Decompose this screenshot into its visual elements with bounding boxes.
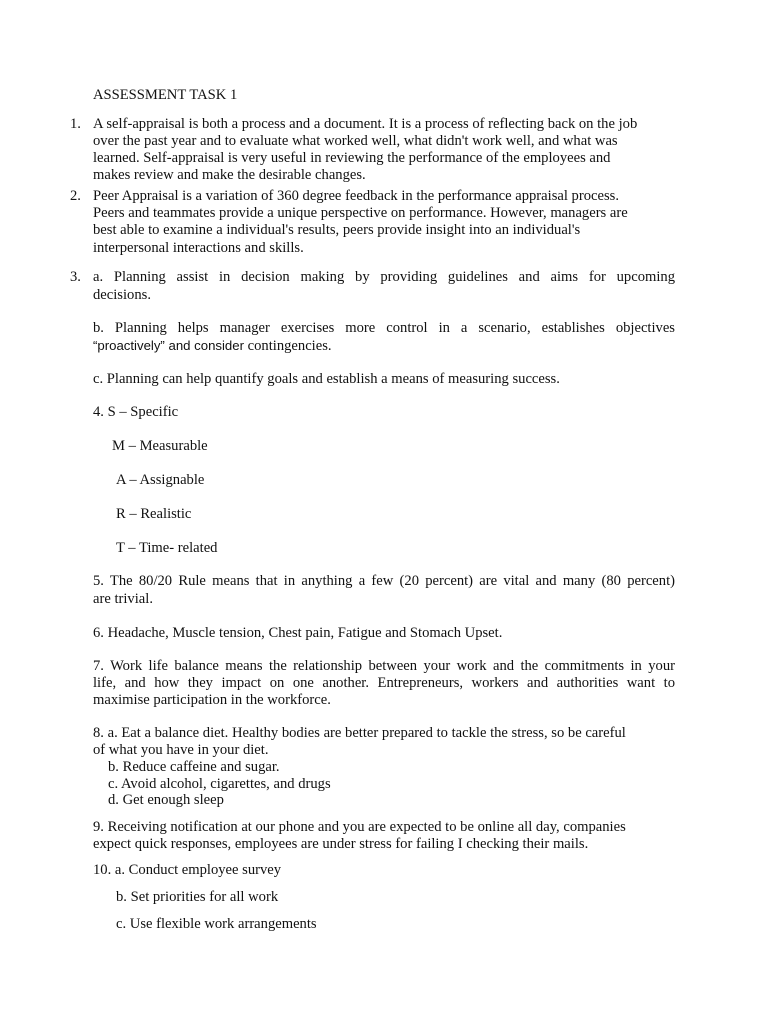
item-7-line-1: 7. Work life balance means the relationship between your work and the commitments in your [93, 658, 675, 674]
item-1-line-3: learned. Self-appraisal is very useful in reviewing the performance of the employees and [93, 150, 611, 166]
item-10-b: b. Set priorities for all work [116, 889, 279, 905]
item-3a-line-1: a. Planning assist in decision making by providing guidelines and aims for upcoming [93, 269, 675, 285]
item-5-line-2: are trivial. [93, 591, 153, 607]
item-8-c: c. Avoid alcohol, cigarettes, and drugs [108, 776, 331, 792]
item-2-line-4: interpersonal interactions and skills. [93, 240, 304, 256]
page-title: ASSESSMENT TASK 1 [93, 87, 238, 103]
item-3-number: 3. [70, 269, 81, 285]
item-8-line-2: of what you have in your diet. [93, 742, 269, 758]
item-1-line-1: A self-appraisal is both a process and a document. It is a process of reflecting back on the job [93, 116, 638, 132]
smart-s: 4. S – Specific [93, 404, 179, 420]
item-2-number: 2. [70, 188, 81, 204]
item-2-line-1: Peer Appraisal is a variation of 360 degree feedback in the performance appraisal process. [93, 188, 619, 204]
item-9-line-1: 9. Receiving notification at our phone and you are expected to be online all day, companies [93, 819, 626, 835]
item-10-a: 10. a. Conduct employee survey [93, 862, 282, 878]
item-3b-line-2 [93, 337, 332, 355]
item-9-line-2: expect quick responses, employees are under stress for failing I checking their mails. [93, 836, 589, 852]
smart-a: A – Assignable [116, 472, 205, 488]
item-3b-line-2-rest: contingencies. [244, 338, 332, 354]
item-8-line-1: 8. a. Eat a balance diet. Healthy bodies are better prepared to tackle the stress, so be careful [93, 725, 626, 741]
item-8-b: b. Reduce caffeine and sugar. [108, 759, 280, 775]
smart-t: T – Time- related [116, 540, 218, 556]
item-6-line: 6. Headache, Muscle tension, Chest pain, Fatigue and Stomach Upset. [93, 625, 503, 641]
item-8-d: d. Get enough sleep [108, 792, 224, 808]
item-7-line-2: life, and how they impact on one another. Entrepreneurs, workers and authorities want to [93, 675, 675, 691]
item-3a-line-2: decisions. [93, 287, 151, 303]
item-3c-line-1: c. Planning can help quantify goals and establish a means of measuring success. [93, 371, 560, 387]
item-3b-line-1: b. Planning helps manager exercises more control in a scenario, establishes objectives [93, 320, 675, 336]
item-1-line-4: makes review and make the desirable changes. [93, 167, 366, 183]
smart-m: M – Measurable [112, 438, 208, 454]
item-5-line-1: 5. The 80/20 Rule means that in anything a few (20 percent) are vital and many (80 percent) [93, 573, 675, 589]
smart-r: R – Realistic [116, 506, 192, 522]
item-10-c: c. Use flexible work arrangements [116, 916, 317, 932]
item-3b-line-2-sans-part: “proactively” and consider [93, 338, 244, 353]
item-7-line-3: maximise participation in the workforce. [93, 692, 331, 708]
item-1-number: 1. [70, 116, 81, 132]
item-1-line-2: over the past year and to evaluate what worked well, what didn't work well, and what was [93, 133, 618, 149]
item-2-line-3: best able to examine a individual's results, peers provide insight into an individual's [93, 222, 581, 238]
item-2-line-2: Peers and teammates provide a unique perspective on performance. However, managers are [93, 205, 628, 221]
